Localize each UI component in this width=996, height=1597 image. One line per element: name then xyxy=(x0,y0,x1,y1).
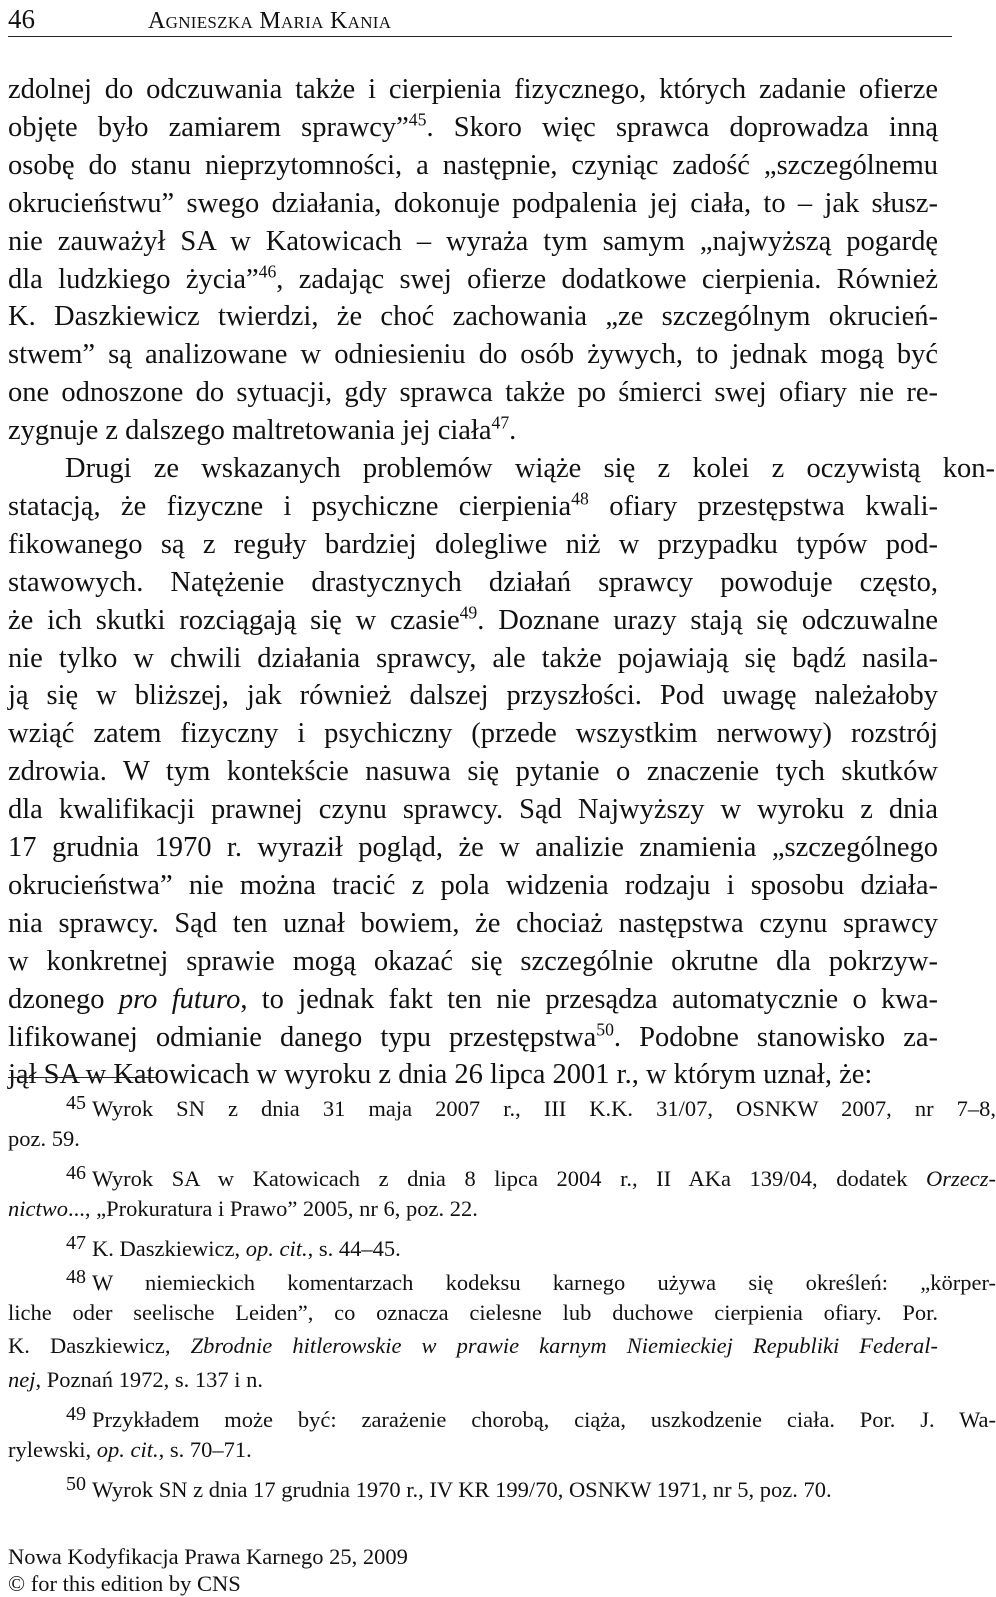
body-text-run: wziąć zatem fizyczny i psychiczny (przede wszystkim nerwowy) rozstrój xyxy=(8,718,938,750)
body-text-run: 17 grudnia 1970 r. wyraził pogląd, że w analizie znamienia „szczególnego xyxy=(8,832,938,863)
italic-text: nictwo xyxy=(8,1196,68,1221)
body-line xyxy=(8,756,938,792)
body-text-run: jął SA w Katowicach w wyroku z dnia 26 lipca 2001 r., w którym uznał, że: xyxy=(8,1059,873,1091)
footnote-separator xyxy=(8,1077,158,1078)
body-text-run: osobę do stanu nieprzytomności, a następnie, czyniąc zadość „szczególnemu xyxy=(8,149,938,181)
body-line xyxy=(8,488,938,527)
body-text-run: objęte było zamiarem sprawcy” xyxy=(8,111,409,143)
body-text-run: Drugi ze wskazanych problemów wiąże się z kolei z oczywistą kon- xyxy=(65,453,995,484)
body-line xyxy=(8,260,938,300)
body-text-run: stawowych. Natężenie drastycznych działań sprawcy powoduje często, xyxy=(8,566,938,598)
page-number: 46 xyxy=(8,4,35,34)
body-line xyxy=(8,567,938,603)
footnote-text-run: Wyrok SN z dnia 17 grudnia 1970 r., IV KR 199/70, OSNKW 1971, nr 5, poz. 70. xyxy=(92,1477,832,1502)
body-text-run: dzonego xyxy=(8,983,119,1015)
body-text-run: zdrowia. W tym kontekście nasuwa się pytanie o znaczenie tych skutków xyxy=(8,756,938,788)
footnote-start xyxy=(8,1473,996,1501)
body-line xyxy=(8,529,938,565)
footnote-line xyxy=(8,1367,938,1395)
italic-text: pro futuro xyxy=(118,983,241,1015)
footnote-text-run: W niemieckich komentarzach kodeksu karnego używa się określeń: „körper- xyxy=(92,1270,996,1295)
body-line xyxy=(8,109,939,148)
body-line xyxy=(8,602,938,641)
footnote-line xyxy=(8,1333,938,1361)
footnote-start xyxy=(8,1092,996,1120)
body-line xyxy=(8,870,938,906)
footnote-number: 50 xyxy=(66,1473,86,1495)
body-line xyxy=(8,453,995,489)
body-text-run: . Podobne stanowisko za- xyxy=(613,1021,938,1053)
body-text-run: stwem” są analizowane w odniesieniu do osób żywych, to jednak mogą być xyxy=(8,339,938,371)
body-text-run: zygnuje z dalszego maltretowania jej ciała xyxy=(8,415,492,447)
body-text-run: że ich skutki rozciągają się w czasie xyxy=(8,604,460,636)
footnote-start xyxy=(8,1162,996,1190)
footnote-ref: 47 xyxy=(491,412,510,433)
footnote-number: 49 xyxy=(66,1403,86,1425)
body-line xyxy=(8,832,938,868)
running-title: Agnieszka Maria Kania xyxy=(148,8,392,34)
body-line xyxy=(8,339,938,375)
body-line xyxy=(8,412,938,451)
footnote-number: 46 xyxy=(66,1162,86,1184)
body-text-run: okrucieństwu” swego działania, dokonuje podpalenia jej ciała, to – jak słusz- xyxy=(8,187,938,219)
footnote-ref: 46 xyxy=(258,260,277,281)
footnote-ref: 48 xyxy=(571,488,589,509)
body-text-run: K. Daszkiewicz twierdzi, że choć zachowania „ze szczególnym okrucień- xyxy=(8,301,938,333)
footnote-number: 47 xyxy=(66,1232,86,1254)
body-line xyxy=(8,946,938,982)
italic-text: Orzecz- xyxy=(926,1166,996,1191)
footnote-text-run: Wyrok SN z dnia 31 maja 2007 r., III K.K. 31/07, OSNKW 2007, nr 7–8, xyxy=(92,1096,996,1121)
footnote-line xyxy=(8,1300,938,1328)
footer-copyright: © for this edition by CNS xyxy=(8,1571,241,1596)
footnote-text-run: liche oder seelische Leiden”, co oznacza cielesne lub duchowe cierpienia ofiary. Por. xyxy=(8,1300,938,1325)
italic-text: op. cit. xyxy=(96,1437,159,1462)
body-line xyxy=(8,984,938,1020)
footnote-text-run: K. Daszkiewicz, xyxy=(92,1236,246,1261)
body-text-run: ofiary przestępstwa kwali- xyxy=(588,490,938,522)
body-line xyxy=(8,188,938,224)
footnote-text-run: , s. 70–71. xyxy=(158,1437,252,1462)
body-text-run: nie tylko w chwili działania sprawcy, ale także pojawiają się bądź nasila- xyxy=(8,642,938,674)
body-line xyxy=(8,1018,938,1058)
body-text-run: okrucieństwa” nie można tracić z pola widzenia rodzaju i sposobu działa- xyxy=(8,869,938,901)
body-text-run: dla kwalifikacji prawnej czynu sprawcy. Sąd Najwyższy w wyroku z dnia xyxy=(8,794,938,826)
body-text-run: statacją, że fizyczne i psychiczne cierpienia xyxy=(8,490,572,522)
body-text-run: nie zauważył SA w Katowicach – wyraża tym samym „najwyższą pogardę xyxy=(8,225,938,257)
footnote-start xyxy=(8,1266,996,1294)
footnote-ref: 45 xyxy=(408,109,427,130)
body-text-run: nia sprawcy. Sąd ten uznał bowiem, że chociaż następstwa czynu sprawcy xyxy=(8,907,938,939)
italic-text: op. cit. xyxy=(245,1236,308,1261)
body-text-run: lifikowanej odmianie danego typu przestępstwa xyxy=(8,1021,597,1053)
footnote-text-run: , s. 44–45. xyxy=(307,1236,401,1261)
footnote-text-run: K. Daszkiewicz, xyxy=(8,1333,191,1358)
body-text-run: w konkretnej sprawie mogą okazać się szczególnie okrutne dla pokrzyw- xyxy=(8,945,938,977)
italic-text: Zbrodnie hitlerowskie w prawie karnym Niemieckiej Republiki Federal- xyxy=(190,1333,938,1358)
body-line xyxy=(8,226,938,262)
body-line xyxy=(8,301,938,337)
body-text-run: ją się w bliższej, jak również dalszej przyszłości. Pod uwagę należałoby xyxy=(8,680,938,712)
italic-text: nej xyxy=(8,1367,36,1392)
footnote-start xyxy=(8,1403,996,1431)
footer-journal: Nowa Kodyfikacja Prawa Karnego 25, 2009 xyxy=(8,1544,408,1569)
body-text-run: zdolnej do odczuwania także i cierpienia fizycznego, których zadanie ofierze xyxy=(8,74,938,105)
body-text-run: , zadając swej ofierze dodatkowe cierpienia. Również xyxy=(276,263,938,295)
body-text-run: . xyxy=(509,415,517,447)
footnote-text-run: Wyrok SA w Katowicach z dnia 8 lipca 2004 r., II AKa 139/04, dodatek xyxy=(92,1166,927,1191)
body-line xyxy=(8,643,938,679)
body-text-run: one odnoszone do sytuacji, gdy sprawca także po śmierci swej ofiary nie re- xyxy=(8,377,938,409)
footnote-line xyxy=(8,1196,938,1224)
footnote-text-run: poz. 59. xyxy=(8,1126,80,1151)
footnote-line xyxy=(8,1126,938,1154)
footnote-number: 45 xyxy=(66,1092,86,1114)
running-head xyxy=(8,4,952,37)
body-line xyxy=(8,908,938,944)
body-line xyxy=(8,377,938,413)
footnote-text-run: ..., „Prokuratura i Prawo” 2005, nr 6, poz. 22. xyxy=(68,1196,478,1221)
body-line xyxy=(8,74,938,110)
body-line xyxy=(8,794,938,830)
footnote-text-run: rylewski, xyxy=(8,1437,97,1462)
body-text-run: dla ludzkiego życia” xyxy=(8,263,259,295)
footnote-number: 48 xyxy=(66,1266,86,1288)
footnote-text-run: Przykładem może być: zarażenie chorobą, ciąża, uszkodzenie ciała. Por. J. Wa- xyxy=(92,1407,996,1432)
footnote-ref: 49 xyxy=(459,602,478,622)
footnote-start xyxy=(8,1232,996,1260)
footnote-line xyxy=(8,1437,938,1465)
body-line xyxy=(8,718,938,754)
body-line xyxy=(8,150,938,186)
body-text-run: , to jednak fakt ten nie przesądza automatycznie o kwa- xyxy=(240,983,938,1015)
body-line xyxy=(8,680,938,716)
footnote-text-run: , Poznań 1972, s. 137 i n. xyxy=(35,1367,263,1392)
body-text-run: fikowanego są z reguły bardziej dolegliwe niż w przypadku typów pod- xyxy=(8,528,938,560)
footnote-ref: 50 xyxy=(596,1018,614,1039)
body-text-run: . Doznane urazy stają się odczuwalne xyxy=(477,604,938,636)
body-text-run: . Skoro więc sprawca doprowadza inną xyxy=(426,111,939,143)
